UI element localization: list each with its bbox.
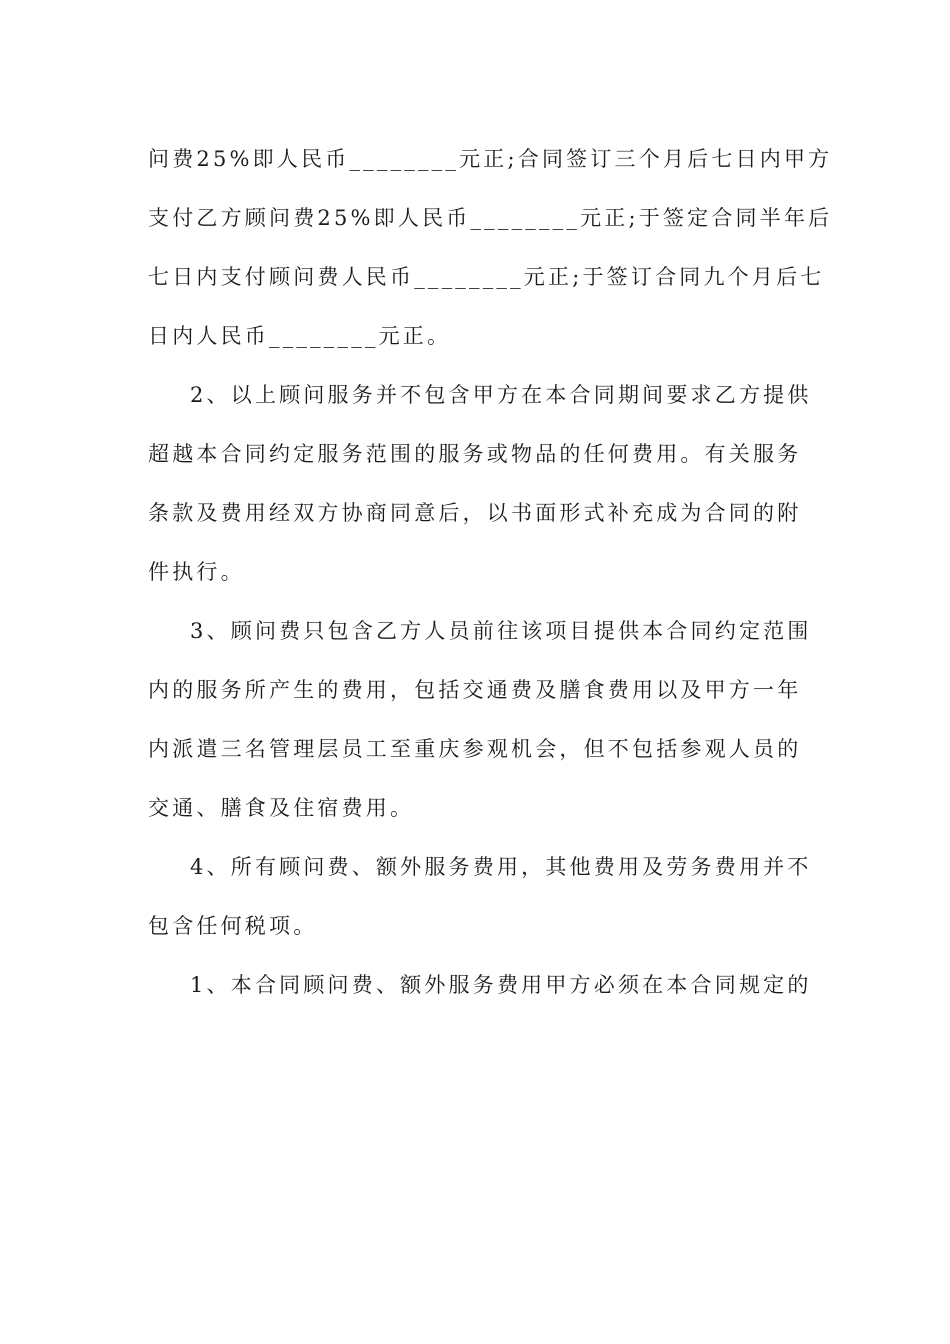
- text-line: 条款及费用经双方协商同意后，以书面形式补充成为合同的附: [148, 501, 802, 525]
- clause-4-first-line: 4、所有顾问费、额外服务费用，其他费用及劳务费用并不: [190, 855, 812, 879]
- text-line: 包含任何税项。: [148, 914, 318, 938]
- text-line: 交通、膳食及住宿费用。: [148, 796, 415, 820]
- text-line: 日内人民币________元正。: [148, 324, 452, 348]
- text-line: 问费25%即人民币________元正;合同签订三个月后七日内甲方: [148, 147, 833, 171]
- contract-text: [148, 130, 833, 1015]
- text-line: 超越本合同约定服务范围的服务或物品的任何费用。有关服务: [148, 442, 802, 466]
- text-line: 内派遣三名管理层员工至重庆参观机会，但不包括参观人员的: [148, 737, 802, 761]
- clause-2-first-line: 2、以上顾问服务并不包含甲方在本合同期间要求乙方提供: [190, 383, 812, 407]
- text-line: 内的服务所产生的费用，包括交通费及膳食费用以及甲方一年: [148, 678, 802, 702]
- text-line: 件执行。: [148, 560, 245, 584]
- text-line: 七日内支付顾问费人民币________元正;于签订合同九个月后七: [148, 265, 825, 289]
- clause-3-first-line: 3、顾问费只包含乙方人员前往该项目提供本合同约定范围: [190, 619, 812, 643]
- text-line: 支付乙方顾问费25%即人民币________元正;于签定合同半年后: [148, 206, 833, 230]
- clause-1-first-line: 1、本合同顾问费、额外服务费用甲方必须在本合同规定的: [190, 973, 812, 997]
